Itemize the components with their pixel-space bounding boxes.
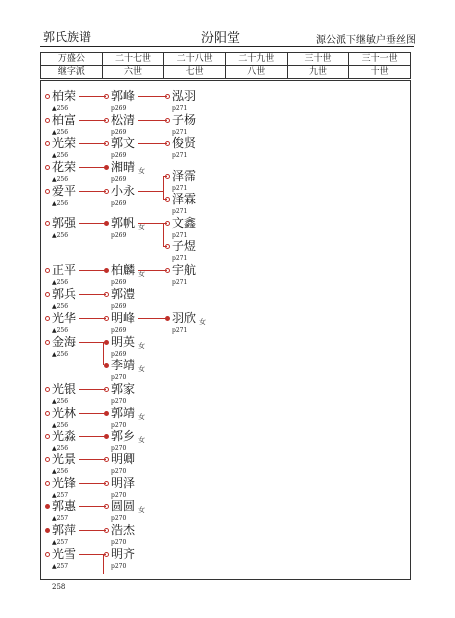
person-name: 子煜 <box>172 239 197 253</box>
person-reference: p270 <box>111 492 127 499</box>
person-reference: p271 <box>172 152 188 159</box>
tree-connector <box>163 199 167 200</box>
gen-col-6-bottom: 十世 <box>349 66 411 79</box>
person-name: 郭家 <box>111 382 136 396</box>
gen-col-4-bottom: 八世 <box>225 66 287 79</box>
person-sex: 女 <box>138 506 145 514</box>
person-name: 明峰 <box>111 311 136 325</box>
person-name: 郭萍 <box>52 523 77 537</box>
person-reference: p269 <box>111 176 127 183</box>
person-name: 柏富 <box>52 113 77 127</box>
person-name: 郭兵 <box>52 287 77 301</box>
person-name: 金海 <box>52 335 77 349</box>
person-reference: p269 <box>111 232 127 239</box>
person-marker <box>45 292 50 297</box>
person-reference: p270 <box>111 515 127 522</box>
gen-col-3-bottom: 七世 <box>164 66 226 79</box>
gen-col-2-top: 二十七世 <box>102 53 164 66</box>
person-marker <box>45 528 50 533</box>
person-reference: p269 <box>111 152 127 159</box>
person-reference: p270 <box>111 374 127 381</box>
tree-connector <box>163 246 167 247</box>
tree-frame <box>40 80 411 580</box>
person-name: 郭乡 <box>111 429 136 443</box>
tree-connector <box>103 554 104 574</box>
person-name: 明齐 <box>111 547 136 561</box>
page-number: 258 <box>52 583 66 591</box>
person-reference: ▲256 <box>52 422 69 429</box>
person-reference: p270 <box>111 539 127 546</box>
person-name: 郭澧 <box>111 287 136 301</box>
tree-connector <box>163 223 164 246</box>
hall-name: 汾阳堂 <box>201 31 241 46</box>
tree-connector <box>79 143 106 144</box>
person-name: 子杨 <box>172 113 197 127</box>
tree-connector <box>79 554 106 555</box>
person-sex: 女 <box>138 270 145 278</box>
person-reference: p269 <box>111 303 127 310</box>
person-reference: p271 <box>172 232 188 239</box>
person-marker <box>45 340 50 345</box>
person-reference: ▲256 <box>52 105 69 112</box>
person-name: 柏麟 <box>111 263 136 277</box>
tree-connector <box>79 167 106 168</box>
person-name: 郭帆 <box>111 216 136 230</box>
person-reference: p269 <box>111 351 127 358</box>
generation-row-local <box>41 66 411 79</box>
tree-connector <box>79 120 106 121</box>
person-name: 光荣 <box>52 136 77 150</box>
tree-connector <box>138 143 167 144</box>
person-marker <box>45 481 50 486</box>
person-reference: p269 <box>111 279 127 286</box>
tree-connector <box>138 191 163 192</box>
person-name: 文鑫 <box>172 216 197 230</box>
gen-col-2-bottom: 六世 <box>102 66 164 79</box>
person-reference: p270 <box>111 563 127 570</box>
person-reference: p269 <box>111 327 127 334</box>
person-name: 郭文 <box>111 136 136 150</box>
person-name: 郭峰 <box>111 89 136 103</box>
tree-connector <box>138 223 163 224</box>
person-marker <box>45 411 50 416</box>
person-name: 泽霈 <box>172 169 197 183</box>
person-sex: 女 <box>138 436 145 444</box>
tree-connector <box>138 96 167 97</box>
person-reference: p269 <box>111 129 127 136</box>
person-reference: ▲256 <box>52 327 69 334</box>
person-name: 泽霖 <box>172 192 197 206</box>
person-name: 光淼 <box>52 429 77 443</box>
genealogy-book-title: 郭氏族谱 <box>43 30 92 44</box>
person-reference: ▲256 <box>52 351 69 358</box>
tree-connector <box>79 506 106 507</box>
tree-connector <box>138 270 167 271</box>
person-reference: p271 <box>172 105 188 112</box>
gen-col-6-top: 三十一世 <box>349 53 411 66</box>
chart-title: 源公派下继敏户垂丝图 <box>316 35 416 46</box>
person-sex: 女 <box>138 167 145 175</box>
person-marker <box>45 221 50 226</box>
tree-connector <box>79 436 106 437</box>
person-name: 湘晴 <box>111 160 136 174</box>
person-name: 明英 <box>111 335 136 349</box>
tree-connector <box>103 342 104 365</box>
person-marker <box>45 268 50 273</box>
tree-connector <box>138 120 167 121</box>
person-reference: p270 <box>111 398 127 405</box>
tree-connector <box>79 530 106 531</box>
tree-connector <box>79 459 106 460</box>
person-reference: p271 <box>172 327 188 334</box>
tree-connector <box>79 389 106 390</box>
person-name: 爱平 <box>52 184 77 198</box>
person-reference: p270 <box>111 422 127 429</box>
person-reference: ▲256 <box>52 468 69 475</box>
person-sex: 女 <box>138 365 145 373</box>
person-name: 李靖 <box>111 358 136 372</box>
person-name: 柏荣 <box>52 89 77 103</box>
person-reference: p270 <box>111 468 127 475</box>
person-name: 光锋 <box>52 476 77 490</box>
person-name: 郭惠 <box>52 499 77 513</box>
person-reference: p271 <box>172 208 188 215</box>
person-name: 明卿 <box>111 452 136 466</box>
person-reference: p269 <box>111 105 127 112</box>
tree-connector <box>79 318 106 319</box>
person-reference: ▲257 <box>52 492 69 499</box>
person-reference: ▲257 <box>52 563 69 570</box>
person-name: 光林 <box>52 406 77 420</box>
person-name: 泓羽 <box>172 89 197 103</box>
tree-connector <box>79 96 106 97</box>
person-reference: ▲256 <box>52 232 69 239</box>
tree-connector <box>79 294 106 295</box>
person-name: 正平 <box>52 263 77 277</box>
person-marker <box>45 141 50 146</box>
tree-connector <box>79 483 106 484</box>
person-reference: p271 <box>172 255 188 262</box>
person-reference: ▲256 <box>52 279 69 286</box>
person-name: 郭靖 <box>111 406 136 420</box>
gen-col-5-bottom: 九世 <box>287 66 349 79</box>
tree-connector <box>163 176 164 199</box>
gen-col-4-top: 二十九世 <box>225 53 287 66</box>
person-marker <box>45 387 50 392</box>
person-reference: ▲256 <box>52 129 69 136</box>
tree-connector <box>79 413 106 414</box>
person-reference: p271 <box>172 129 188 136</box>
person-name: 光景 <box>52 452 77 466</box>
person-marker <box>45 189 50 194</box>
person-marker <box>45 118 50 123</box>
person-reference: ▲256 <box>52 152 69 159</box>
gen-col-1-top: 万盛公 <box>41 53 103 66</box>
person-sex: 女 <box>199 318 206 326</box>
tree-connector <box>138 318 167 319</box>
gen-col-1-bottom: 继字派 <box>41 66 103 79</box>
person-sex: 女 <box>138 342 145 350</box>
person-name: 光银 <box>52 382 77 396</box>
person-name: 光华 <box>52 311 77 325</box>
person-name: 小永 <box>111 184 136 198</box>
header-rule <box>40 46 414 47</box>
person-name: 圆圆 <box>111 499 136 513</box>
person-marker <box>45 94 50 99</box>
person-marker <box>45 165 50 170</box>
person-reference: p269 <box>111 200 127 207</box>
person-name: 松清 <box>111 113 136 127</box>
tree-connector <box>79 342 106 343</box>
person-name: 羽欣 <box>172 311 197 325</box>
tree-connector <box>79 270 106 271</box>
tree-connector <box>79 223 106 224</box>
gen-col-3-top: 二十八世 <box>164 53 226 66</box>
person-reference: ▲257 <box>52 539 69 546</box>
gen-col-5-top: 三十世 <box>287 53 349 66</box>
person-reference: p271 <box>172 279 188 286</box>
person-name: 明泽 <box>111 476 136 490</box>
person-reference: ▲257 <box>52 515 69 522</box>
person-reference: ▲256 <box>52 200 69 207</box>
person-reference: p270 <box>111 445 127 452</box>
person-name: 浩杰 <box>111 523 136 537</box>
person-marker <box>45 316 50 321</box>
person-marker <box>45 504 50 509</box>
person-name: 郭强 <box>52 216 77 230</box>
person-marker <box>45 552 50 557</box>
person-reference: ▲256 <box>52 445 69 452</box>
generation-row-ancestors <box>41 53 411 66</box>
person-name: 俊贤 <box>172 136 197 150</box>
person-sex: 女 <box>138 413 145 421</box>
person-marker <box>45 434 50 439</box>
tree-connector <box>79 191 106 192</box>
person-reference: ▲256 <box>52 398 69 405</box>
person-name: 花荣 <box>52 160 77 174</box>
person-name: 光雪 <box>52 547 77 561</box>
person-marker <box>104 363 109 368</box>
person-marker <box>45 457 50 462</box>
person-name: 宇航 <box>172 263 197 277</box>
person-reference: ▲256 <box>52 303 69 310</box>
person-sex: 女 <box>138 223 145 231</box>
generation-table <box>40 52 411 79</box>
person-reference: p271 <box>172 185 188 192</box>
person-reference: ▲256 <box>52 176 69 183</box>
